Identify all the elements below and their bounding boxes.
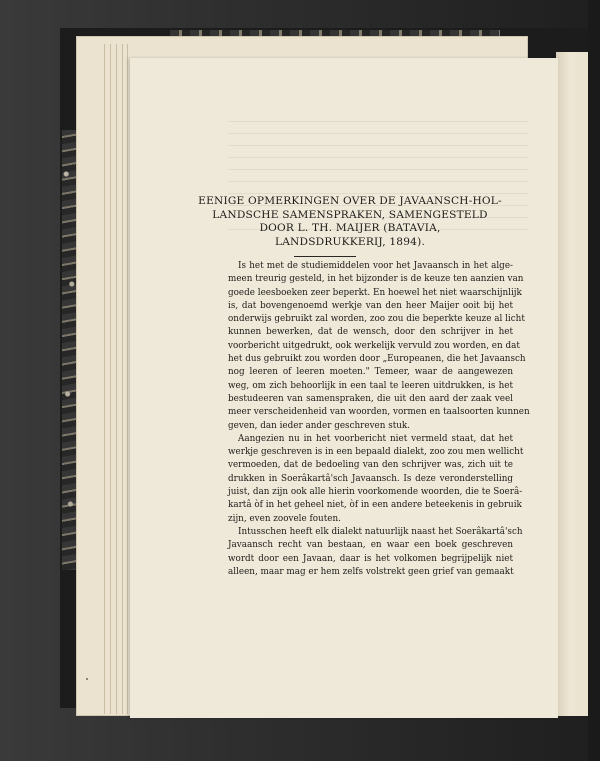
text-line: voorbericht uitgedrukt, ook werkelijk vervuld zou worden, en dat bbox=[228, 340, 520, 351]
text-line: kartâ òf in het geheel niet, òf in een andere beteekenis in gebruik bbox=[228, 500, 522, 511]
article-title bbox=[160, 195, 540, 249]
text-line: Javaansch recht van bestaan, en waar een boek geschreven bbox=[228, 540, 513, 551]
text-line: bestudeeren van samenspraken, die uit den aard der zaak veel bbox=[228, 393, 513, 404]
title-line: LANDSDRUKKERIJ, 1894). bbox=[274, 235, 426, 248]
page-edge-line bbox=[122, 44, 123, 714]
text-line: werkje geschreven is in een bepaald dialekt, zoo zou men wellicht bbox=[228, 447, 524, 458]
title-separator-rule bbox=[294, 256, 356, 257]
text-line: het dus gebruikt zou worden door „Europeanen, die het Javaansch bbox=[228, 354, 526, 365]
marbled-spine bbox=[62, 130, 76, 570]
text-line: onderwijs gebruikt zal worden, zoo zou die beperkte keuze al licht bbox=[228, 314, 525, 325]
text-line: meen treurig gesteld, in het bijzonder is de keuze ten aanzien van bbox=[228, 274, 524, 285]
text-line: Is het met de studiemiddelen voor het Javaansch in het alge- bbox=[238, 261, 513, 271]
page-edge-line bbox=[104, 44, 105, 714]
scan-background-strip bbox=[588, 0, 600, 761]
text-line: kunnen bewerken, dat de wensch, door den schrijver in het bbox=[228, 327, 513, 338]
paragraph bbox=[228, 433, 524, 526]
page-edge-line bbox=[127, 44, 128, 714]
text-line: weg, om zich behoorlijk in een taal te leeren uitdrukken, is het bbox=[228, 380, 513, 391]
text-line: Aangezien nu in het voorbericht niet vermeld staat, dat het bbox=[238, 433, 513, 444]
paragraph bbox=[228, 260, 530, 433]
text-line: juist, dan zijn ook alle hierin voorkomende woorden, die te Soerâ- bbox=[228, 487, 523, 498]
text-line: alleen, maar mag er hem zelfs volstrekt geen grief van gemaakt bbox=[228, 566, 514, 577]
text-line: wordt door een Javaan, daar is het volkomen begrijpelijk niet bbox=[228, 553, 513, 564]
paper-speck bbox=[86, 678, 88, 680]
text-line: is, dat bovengenoemd werkje van den heer Maijer ooit bij het bbox=[228, 300, 513, 311]
title-line: EENIGE OPMERKINGEN OVER DE JAVAANSCH-HOL- bbox=[198, 195, 502, 207]
text-line: nog leeren of leeren moeten." Temeer, waar de aangewezen bbox=[228, 367, 513, 378]
text-line: meer verscheidenheid van woorden, vormen en taalsoorten kunnen bbox=[228, 407, 530, 418]
text-line: Intusschen heeft elk dialekt natuurlijk naast het Soerâkartâ'sch bbox=[238, 526, 523, 537]
text-line: zijn, even zoovele fouten. bbox=[228, 513, 341, 524]
title-line: DOOR L. TH. MAIJER (BATAVIA, bbox=[259, 222, 441, 235]
text-line: goede leesboeken zeer beperkt. En hoewel het niet waarschijnlijk bbox=[228, 287, 522, 298]
paragraph bbox=[228, 526, 523, 579]
text-line: drukken in Soerâkartâ'sch Javaansch. Is deze veronderstelling bbox=[228, 473, 513, 484]
page-edge-line bbox=[110, 44, 111, 714]
page-edge-line bbox=[116, 44, 117, 714]
text-line: vermoeden, dat de bedoeling van den schrijver was, zich uit te bbox=[228, 460, 513, 471]
title-line: LANDSCHE SAMENSPRAKEN, SAMENGESTELD bbox=[212, 208, 488, 221]
article-text bbox=[228, 260, 530, 579]
text-line: geven, dan ieder ander geschreven stuk. bbox=[228, 420, 411, 431]
